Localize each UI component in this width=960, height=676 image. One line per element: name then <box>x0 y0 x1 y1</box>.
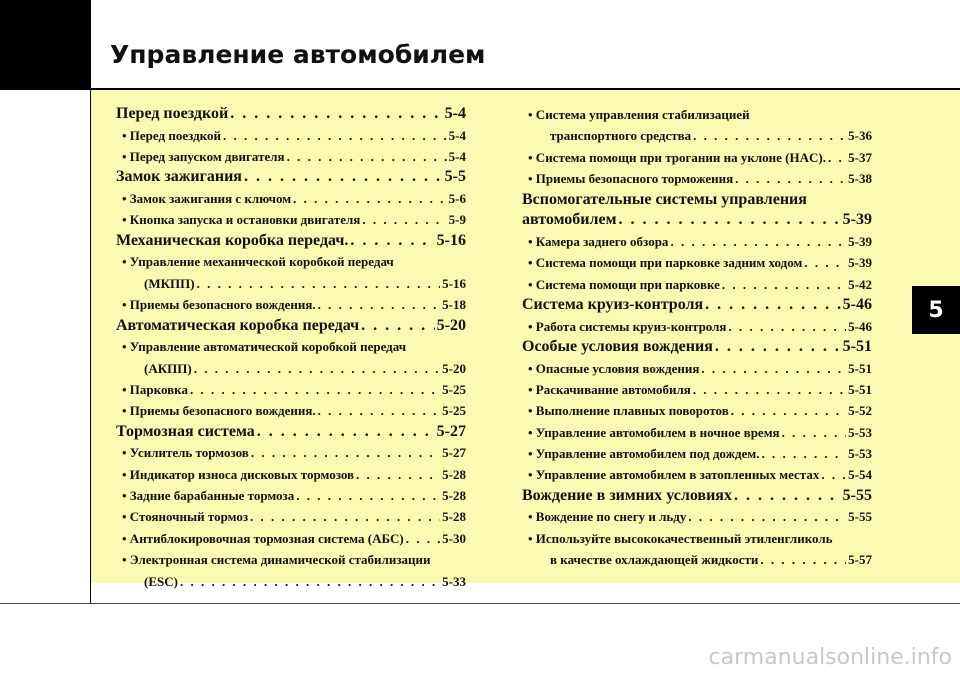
toc-entry-page: 5-51 <box>848 360 872 376</box>
toc-entry-title: • Управление автомобилем под дождем. <box>528 446 760 462</box>
toc-entry-title: Система круиз-контроля <box>522 295 704 313</box>
toc-entry-page: 5-52 <box>848 403 872 419</box>
toc-entry-page: 5-51 <box>848 381 872 397</box>
corner-block <box>0 0 91 90</box>
watermark: carmanualsonline.info <box>708 645 952 670</box>
toc-entry[interactable] <box>116 209 466 230</box>
toc-entry-title: • Управление автомобилем в ночное время <box>528 424 780 440</box>
toc-entry-page: 5-27 <box>436 422 466 440</box>
toc-entry-title: • Индикатор износа дисковых тормозов <box>122 466 355 482</box>
toc-entry-page: 5-4 <box>444 105 466 122</box>
toc-entry-title: • Управление механической коробкой передач <box>122 254 394 270</box>
toc-section[interactable] <box>116 231 466 252</box>
toc-leader-dots <box>197 273 441 294</box>
toc-leader-dots <box>350 231 434 252</box>
toc-entry-title: • Антиблокировочная тормозная система (АБС) <box>122 530 404 546</box>
toc-entry[interactable] <box>522 104 872 125</box>
toc-section[interactable] <box>522 337 872 358</box>
toc-entry-title: Механическая коробка передач. <box>116 231 349 249</box>
toc-entry-page: 5-6 <box>448 190 466 206</box>
toc-entry-page: 5-33 <box>442 573 466 589</box>
toc-entry[interactable] <box>116 464 466 485</box>
toc-entry[interactable] <box>522 168 872 189</box>
toc-entry-title: • Электронная система динамической стабилизации <box>122 552 431 568</box>
toc-entry-title: (ESC) <box>144 573 178 589</box>
toc-entry-title: в качестве охлаждающей жидкости <box>550 552 759 568</box>
toc-section[interactable] <box>116 167 466 188</box>
toc-entry-title: • Парковка <box>122 381 188 397</box>
toc-entry-title: • Работа системы круиз-контроля <box>528 318 727 334</box>
toc-section[interactable] <box>522 486 872 507</box>
toc-entry-page: 5-5 <box>444 168 466 186</box>
toc-entry[interactable] <box>522 316 872 337</box>
toc-entry[interactable] <box>522 422 872 443</box>
toc-entry[interactable] <box>522 125 872 146</box>
toc-entry[interactable] <box>116 358 466 379</box>
toc-entry-title: Вспомогательные системы управления <box>522 190 807 208</box>
toc-entry-title: Перед поездкой <box>116 105 229 122</box>
toc-leader-dots <box>356 464 440 485</box>
toc-entry[interactable] <box>116 379 466 400</box>
toc-entry[interactable] <box>522 506 872 527</box>
toc-entry-page: 5-25 <box>442 381 466 397</box>
toc-entry-page: 5-30 <box>442 530 466 546</box>
toc-leader-dots <box>293 188 447 209</box>
toc-section[interactable] <box>522 210 872 231</box>
toc-entry-title: • Управление автоматической коробкой передач <box>122 339 407 355</box>
toc-leader-dots <box>693 125 846 146</box>
toc-entry[interactable] <box>116 571 466 592</box>
toc-leader-dots <box>361 316 435 337</box>
toc-entry-title: • Приемы безопасного торможения <box>528 171 734 187</box>
toc-entry[interactable] <box>116 273 466 294</box>
toc-entry-title: • Камера заднего обзора <box>528 233 669 249</box>
toc-leader-dots <box>705 295 841 316</box>
toc-entry-title: Тормозная система <box>116 422 255 440</box>
toc-entry-page: 5-9 <box>448 212 466 228</box>
toc-entry-title: Вождение в зимних условиях <box>522 486 732 504</box>
toc-entry[interactable] <box>522 464 872 485</box>
toc-entry-title: • Приемы безопасного вождения. <box>122 403 316 419</box>
toc-entry-page: 5-37 <box>848 149 872 165</box>
toc-leader-dots <box>715 337 841 358</box>
toc-entry-page: 5-16 <box>442 275 466 291</box>
toc-entry[interactable] <box>116 188 466 209</box>
toc-entry-page: 5-53 <box>848 446 872 462</box>
toc-entry[interactable] <box>522 443 872 464</box>
toc-leader-dots <box>722 274 846 295</box>
toc-leader-dots <box>735 168 846 189</box>
toc-leader-dots <box>762 443 847 464</box>
toc-entry-page: 5-28 <box>442 488 466 504</box>
toc-entry-title: Особые условия вождения <box>522 337 713 355</box>
toc-entry[interactable] <box>522 147 872 168</box>
toc-entry-title: Замок зажигания <box>116 168 242 186</box>
toc-entry-page: 5-42 <box>848 276 872 292</box>
toc-entry-page: 5-55 <box>842 486 872 504</box>
toc-entry-title: (МКПП) <box>144 275 195 291</box>
toc-entry[interactable] <box>116 146 466 167</box>
toc-entry-page: 5-46 <box>842 295 872 313</box>
toc-section[interactable] <box>116 422 466 443</box>
toc-leader-dots <box>804 252 846 273</box>
toc-leader-dots <box>190 379 440 400</box>
toc-entry-page: 5-55 <box>848 509 872 525</box>
toc-entry-page: 5-53 <box>848 424 872 440</box>
toc-entry-title: • Вождение по снегу и льду <box>528 509 687 525</box>
toc-left-column <box>116 104 466 592</box>
toc-leader-dots <box>828 147 846 168</box>
toc-entry[interactable] <box>522 231 872 252</box>
toc-entry-page: 5-39 <box>842 211 872 229</box>
toc-leader-dots <box>734 486 841 507</box>
toc-leader-dots <box>244 167 443 188</box>
toc-entry[interactable] <box>116 528 466 549</box>
toc-entry-page: 5-20 <box>436 316 466 334</box>
toc-leader-dots <box>296 485 440 506</box>
toc-entry-page: 5-16 <box>436 231 466 249</box>
toc-leader-dots <box>782 422 847 443</box>
toc-leader-dots <box>688 506 846 527</box>
toc-right-column <box>522 104 872 571</box>
toc-entry[interactable] <box>522 379 872 400</box>
toc-entry[interactable] <box>116 294 466 315</box>
toc-entry-title: • Перед поездкой <box>122 127 221 143</box>
toc-entry-title: • Система управления стабилизацией <box>528 107 750 122</box>
toc-entry-title: • Выполнение плавных поворотов <box>528 403 729 419</box>
toc-entry-title: • Задние барабанные тормоза <box>122 488 295 504</box>
toc-entry-title: • Система помощи при парковке <box>528 276 720 292</box>
page-title: Управление автомобилем <box>110 40 486 69</box>
toc-entry-page: 5-25 <box>442 403 466 419</box>
toc-entry-title: • Приемы безопасного вождения. <box>122 297 316 313</box>
toc-leader-dots <box>223 125 447 146</box>
toc-section[interactable] <box>522 190 872 211</box>
toc-entry-title: автомобилем <box>522 211 617 229</box>
toc-leader-dots <box>760 549 846 570</box>
toc-leader-dots <box>670 231 846 252</box>
toc-entry[interactable] <box>522 549 872 570</box>
chapter-tab[interactable]: 5 <box>912 286 960 334</box>
toc-section[interactable] <box>116 104 466 125</box>
toc-entry[interactable] <box>116 442 466 463</box>
toc-entry-page: 5-36 <box>848 128 872 144</box>
toc-entry[interactable] <box>116 549 466 570</box>
toc-leader-dots <box>731 400 846 421</box>
toc-section[interactable] <box>116 316 466 337</box>
toc-leader-dots <box>230 104 442 125</box>
toc-entry-page: 5-39 <box>848 233 872 249</box>
toc-entry-title: • Замок зажигания с ключом <box>122 190 292 206</box>
toc-leader-dots <box>287 146 447 167</box>
toc-entry[interactable] <box>522 274 872 295</box>
toc-entry-page: 5-51 <box>842 337 872 355</box>
toc-leader-dots <box>701 358 846 379</box>
toc-entry-title: • Используйте высококачественный этиленгликоль <box>528 530 833 546</box>
toc-entry-title: • Перед запуском двигателя <box>122 148 285 164</box>
toc-entry-title: • Раскачивание автомобиля <box>528 381 691 397</box>
toc-entry[interactable] <box>116 251 466 272</box>
toc-entry[interactable] <box>116 336 466 357</box>
toc-entry-page: 5-20 <box>442 360 466 376</box>
toc-entry-title: транспортного средства <box>550 128 692 144</box>
toc-entry-title: • Кнопка запуска и остановки двигателя <box>122 212 361 228</box>
toc-entry-page: 5-27 <box>442 445 466 461</box>
toc-leader-dots <box>728 316 846 337</box>
toc-leader-dots <box>318 294 441 315</box>
toc-entry[interactable] <box>522 252 872 273</box>
toc-entry-page: 5-38 <box>848 171 872 187</box>
toc-leader-dots <box>362 209 446 230</box>
toc-entry-title: • Система помощи при трогании на уклоне (HAC). <box>528 149 826 165</box>
toc-leader-dots <box>821 464 846 485</box>
toc-leader-dots <box>618 210 840 231</box>
toc-entry-page: 5-54 <box>848 467 872 483</box>
toc-entry-page: 5-28 <box>442 466 466 482</box>
toc-leader-dots <box>251 442 440 463</box>
toc-entry-page: 5-4 <box>448 127 466 143</box>
toc-leader-dots <box>318 400 441 421</box>
toc-entry-title: • Стояночный тормоз <box>122 509 249 525</box>
toc-entry[interactable] <box>116 506 466 527</box>
toc-entry-page: 5-46 <box>848 318 872 334</box>
toc-section[interactable] <box>522 295 872 316</box>
toc-entry-title: • Система помощи при парковке задним ходом <box>528 255 803 271</box>
toc-leader-dots <box>406 528 440 549</box>
toc-entry-page: 5-28 <box>442 509 466 525</box>
page-header <box>91 0 960 90</box>
toc-entry[interactable] <box>116 400 466 421</box>
toc-entry-title: Автоматическая коробка передач <box>116 316 360 334</box>
toc-leader-dots <box>693 379 846 400</box>
toc-entry[interactable] <box>522 400 872 421</box>
toc-entry-page: 5-57 <box>848 552 872 568</box>
toc-entry-title: (АКПП) <box>144 360 192 376</box>
toc-entry-title: • Управление автомобилем в затопленных местах <box>528 467 820 483</box>
toc-entry-page: 5-18 <box>442 297 466 313</box>
toc-entry[interactable] <box>116 485 466 506</box>
toc-leader-dots <box>250 506 440 527</box>
toc-leader-dots <box>180 571 440 592</box>
toc-entry-page: 5-39 <box>848 255 872 271</box>
toc-entry[interactable] <box>522 358 872 379</box>
toc-entry[interactable] <box>522 528 872 549</box>
bottom-rule <box>0 603 960 604</box>
toc-entry-title: • Опасные условия вождения <box>528 360 700 376</box>
toc-leader-dots <box>194 358 440 379</box>
toc-entry-title: • Усилитель тормозов <box>122 445 249 461</box>
toc-entry[interactable] <box>116 125 466 146</box>
toc-leader-dots <box>257 422 435 443</box>
toc-entry-page: 5-4 <box>448 148 466 164</box>
